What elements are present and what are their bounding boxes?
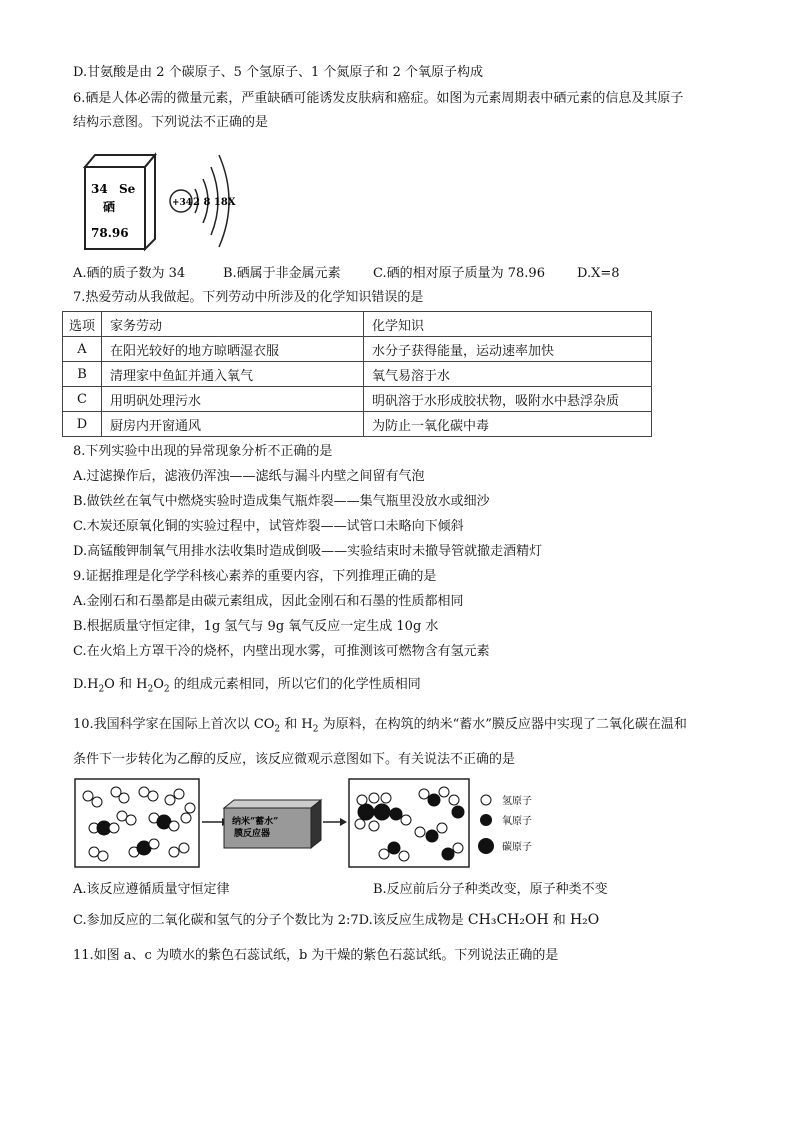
text: H bbox=[87, 677, 99, 692]
q10-stem-line2: 条件下一步转化为乙醇的反应，该反应微观示意图如下。有关说法不正确的是 bbox=[73, 752, 516, 767]
table-row bbox=[63, 337, 652, 362]
subscript: 2 bbox=[312, 724, 319, 735]
q6-stem-line2: 结构示意图。下列说法不正确的是 bbox=[73, 115, 269, 130]
subscript: 2 bbox=[98, 684, 105, 695]
carbon-atom-icon bbox=[478, 838, 494, 854]
subscript: 2 bbox=[163, 684, 170, 695]
table-cell: 明矾溶于水形成胶状物，吸附水中悬浮杂质 bbox=[364, 387, 652, 412]
q8-option-d: D.高锰酸钾制氧气用排水法收集时造成倒吸——实验结束时未撤导管就撤走酒精灯 bbox=[73, 544, 543, 559]
formula: H bbox=[301, 717, 313, 732]
q6-option-b: B.硒属于非金属元素 bbox=[223, 266, 341, 281]
table-row bbox=[63, 387, 652, 412]
reactor-label-2: 膜反应器 bbox=[234, 829, 271, 839]
legend-carbon: 碳原子 bbox=[502, 842, 532, 853]
q7-table bbox=[62, 311, 652, 437]
table-cell: C bbox=[63, 387, 102, 412]
q6-option-c: C.硒的相对原子质量为 78.96 bbox=[373, 266, 545, 281]
subscript: 2 bbox=[274, 724, 281, 735]
reaction-diagram bbox=[74, 778, 604, 870]
table-cell: A bbox=[63, 337, 102, 362]
table-cell: 为防止一氧化碳中毒 bbox=[364, 412, 652, 437]
q9-option-a: A.金刚石和石墨都是由碳元素组成，因此金刚石和石墨的性质都相同 bbox=[73, 594, 464, 609]
electron-shells: 2 8 18X bbox=[193, 197, 236, 208]
q10-options-ab bbox=[73, 880, 608, 900]
text: O bbox=[153, 677, 164, 692]
q8-option-c: C.木炭还原氧化铜的实验过程中，试管炸裂——试管口未略向下倾斜 bbox=[73, 519, 464, 534]
table-cell: 用明矾处理污水 bbox=[102, 387, 364, 412]
text: O bbox=[104, 677, 115, 692]
q8-stem: 8.下列实验中出现的异常现象分析不正确的是 bbox=[73, 444, 333, 459]
text: 的组成元素相同，所以它们的化学性质相同 bbox=[169, 677, 421, 692]
element-number: 34 bbox=[91, 182, 108, 196]
text: 10.我国科学家在国际上首次以 bbox=[73, 717, 254, 732]
text: 和 bbox=[114, 677, 137, 692]
q10-option-d-and: 和 bbox=[548, 913, 570, 928]
table-cell: D bbox=[63, 412, 102, 437]
legend-hydrogen: 氢原子 bbox=[502, 796, 532, 807]
q10-option-c: C.参加反应的二氧化碳和氢气的分子个数比为 2:7 bbox=[73, 913, 359, 928]
formula: CO bbox=[253, 717, 275, 732]
table-header-row bbox=[63, 312, 652, 337]
q6-option-d: D.X=8 bbox=[577, 266, 620, 281]
text: 和 bbox=[280, 717, 302, 732]
hydrogen-atom-icon bbox=[481, 795, 491, 805]
element-symbol: Se bbox=[119, 182, 136, 196]
nucleus-charge: +34 bbox=[172, 198, 193, 208]
q8-option-b: B.做铁丝在氧气中燃烧实验时造成集气瓶炸裂——集气瓶里没放水或细沙 bbox=[73, 494, 490, 509]
q9-stem: 9.证据推理是化学学科核心素养的重要内容，下列推理正确的是 bbox=[73, 569, 437, 584]
q10-option-d-prefix: D.该反应生成物是 bbox=[358, 913, 468, 928]
q10-option-a: A.该反应遵循质量守恒定律 bbox=[73, 882, 230, 897]
q10-options-cd bbox=[73, 910, 599, 931]
text: 为原料，在构筑的纳米“蓄水”膜反应器中实现了二氧化碳在温和 bbox=[318, 717, 687, 732]
q6-option-a: A.硒的质子数为 34 bbox=[73, 266, 186, 281]
q10-option-d-water: H₂O bbox=[569, 912, 600, 928]
text: D. bbox=[73, 677, 88, 692]
header-knowledge: 化学知识 bbox=[364, 312, 652, 337]
table-cell: B bbox=[63, 362, 102, 387]
table-cell: 厨房内开窗通风 bbox=[102, 412, 364, 437]
q9-option-b: B.根据质量守恒定律，1g 氢气与 9g 氧气反应一定生成 10g 水 bbox=[73, 619, 439, 634]
subscript: 2 bbox=[147, 684, 154, 695]
q9-option-c: C.在火焰上方罩干冷的烧杯，内壁出现水雾，可推测该可燃物含有氢元素 bbox=[73, 644, 490, 659]
arrow-icon bbox=[340, 818, 347, 826]
q6-options bbox=[73, 264, 620, 284]
q6-stem-line1: 6.硒是人体必需的微量元素，严重缺硒可能诱发皮肤病和癌症。如图为元素周期表中硒元素的信息及其原子 bbox=[73, 91, 684, 106]
q10-option-b: B.反应前后分子种类改变，原子种类不变 bbox=[373, 882, 608, 897]
q7-stem: 7.热爱劳动从我做起。下列劳动中所涉及的化学知识错误的是 bbox=[73, 290, 424, 305]
q10-option-d-formula: CH₃CH₂OH bbox=[467, 912, 549, 928]
element-name: 硒 bbox=[103, 200, 116, 214]
text: H bbox=[136, 677, 148, 692]
table-cell: 水分子获得能量，运动速率加快 bbox=[364, 337, 652, 362]
table-cell: 清理家中鱼缸并通入氧气 bbox=[102, 362, 364, 387]
legend-oxygen: 氧原子 bbox=[502, 816, 532, 827]
oxygen-atom-icon bbox=[480, 814, 492, 826]
header-option: 选项 bbox=[63, 312, 102, 337]
q10-stem-line1 bbox=[73, 715, 687, 740]
q5-option-d: D.甘氨酸是由 2 个碳原子、5 个氢原子、1 个氮原子和 2 个氧原子构成 bbox=[73, 65, 483, 80]
q8-option-a: A.过滤操作后，滤液仍浑浊——滤纸与漏斗内壁之间留有气泡 bbox=[73, 469, 425, 484]
header-chore: 家务劳动 bbox=[102, 312, 364, 337]
element-mass: 78.96 bbox=[91, 226, 129, 240]
reactor-label-1: 纳米“蓄水” bbox=[232, 817, 279, 827]
selenium-figure bbox=[75, 145, 245, 255]
table-cell: 在阳光较好的地方晾晒湿衣服 bbox=[102, 337, 364, 362]
table-row bbox=[63, 362, 652, 387]
q11-stem: 11.如图 a、c 为喷水的紫色石蕊试纸，b 为干燥的紫色石蕊试纸。下列说法正确的是 bbox=[73, 948, 559, 963]
reactor-box bbox=[224, 808, 311, 848]
table-cell: 氧气易溶于水 bbox=[364, 362, 652, 387]
q9-option-d bbox=[73, 675, 421, 700]
table-row bbox=[63, 412, 652, 437]
